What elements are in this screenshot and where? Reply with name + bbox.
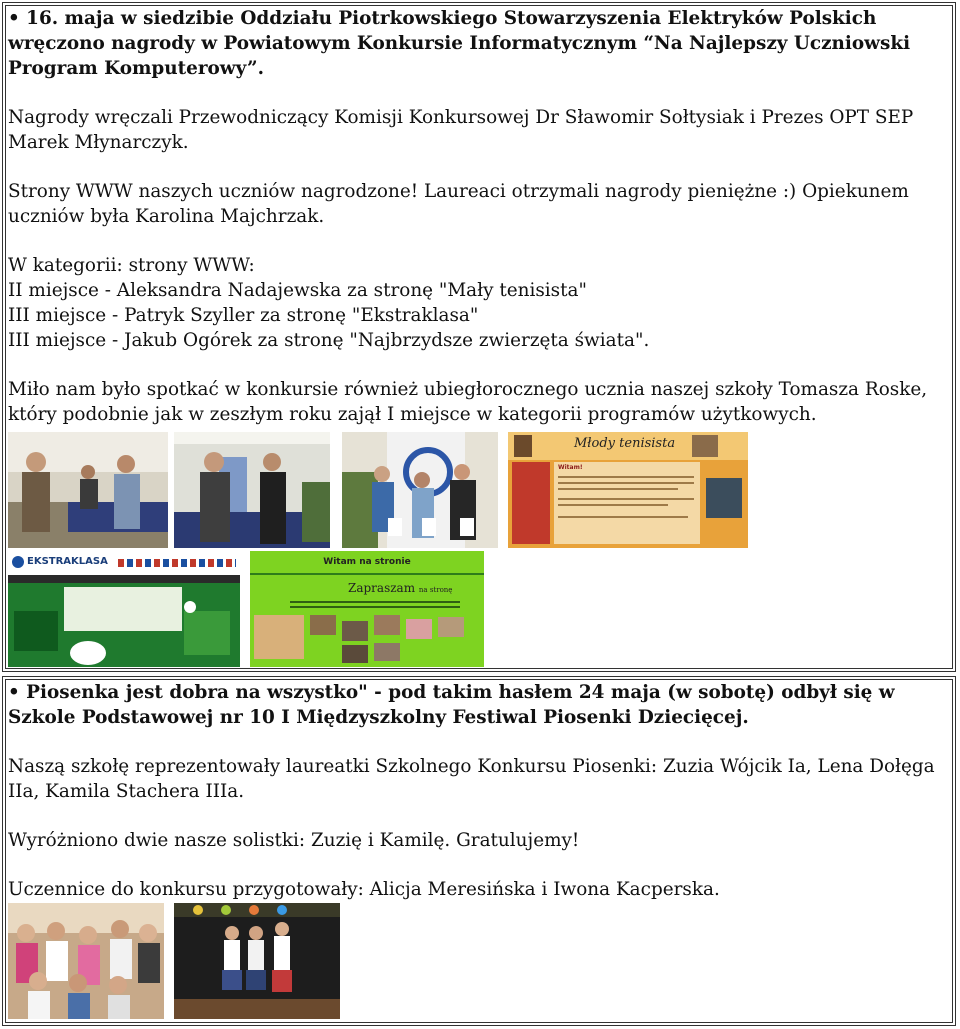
news-heading: • Piosenka jest dobra na wszystko" - pod takim hasłem 24 maja (w sobotę) odbył się w Szkole Podstawowej nr 10 I Międzyszkolny Festiwal Piosenki Dziecięcej.	[8, 682, 895, 728]
award-item: III miejsce - Patryk Szyller za stronę "Ekstraklasa"	[8, 305, 479, 326]
screenshot-ekstraklasa[interactable]	[8, 551, 240, 667]
witam-header: Witam na stronie	[323, 557, 411, 567]
news-paragraph: Miło nam było spotkać w konkursie również ubiegłorocznego ucznia naszej szkoły Tomasza Roske, który podobnie jak w zeszłym roku zajął I miejsce w kategorii programów użytkowych.	[8, 379, 928, 425]
ekstraklasa-logo: EKSTRAKLASA	[27, 556, 108, 567]
screenshot-maly-tenisista[interactable]	[508, 432, 748, 548]
screenshot-najbrzydsze-zwierzeta[interactable]	[250, 551, 484, 667]
awards-category: W kategorii: strony WWW:	[8, 255, 255, 276]
news-paragraph: Wyróżniono dwie nasze solistki: Zuzię i Kamilę. Gratulujemy!	[8, 830, 580, 851]
photo-festival-soloists[interactable]	[174, 903, 340, 1019]
news-paragraph: Naszą szkołę reprezentowały laureatki Szkolnego Konkursu Piosenki: Zuzia Wójcik Ia, Lena Dołęga IIa, Kamila Stachera IIIa.	[8, 756, 935, 802]
news-paragraph: Strony WWW naszych uczniów nagrodzone! Laureaci otrzymali nagrody pieniężne :) Opiekunem uczniów była Karolina Majchrzak.	[8, 181, 909, 227]
award-item: II miejsce - Aleksandra Nadajewska za stronę "Mały tenisista"	[8, 280, 587, 301]
news-item-festival	[2, 676, 956, 1026]
news-item-competition	[2, 2, 956, 672]
tenis-welcome: Witam!	[558, 464, 583, 471]
tenis-title: Młody tenisista	[574, 436, 676, 451]
news-heading: • 16. maja w siedzibie Oddziału Piotrkowskiego Stowarzyszenia Elektryków Polskich wręczono nagrody w Powiatowym Konkursie Informatycznym “Na Najlepszy Uczniowski Program Komputerowy”.	[8, 8, 911, 79]
award-item: III miejsce - Jakub Ogórek za stronę "Najbrzydsze zwierzęta świata".	[8, 330, 650, 351]
news-paragraph: Nagrody wręczali Przewodniczący Komisji Konkursowej Dr Sławomir Sołtysiak i Prezes OPT SEP Marek Młynarczyk.	[8, 107, 914, 153]
news-paragraph: Uczennice do konkursu przygotowały: Alicja Meresińska i Iwona Kacperska.	[8, 879, 720, 900]
zaprasza-text: Zapraszam na stronę	[348, 581, 453, 595]
photo-award-handshake[interactable]	[174, 432, 330, 548]
photo-festival-audience[interactable]	[8, 903, 164, 1019]
awards-list	[8, 253, 953, 353]
photo-award-ceremony[interactable]	[8, 432, 168, 548]
photo-laureates[interactable]	[342, 432, 498, 548]
